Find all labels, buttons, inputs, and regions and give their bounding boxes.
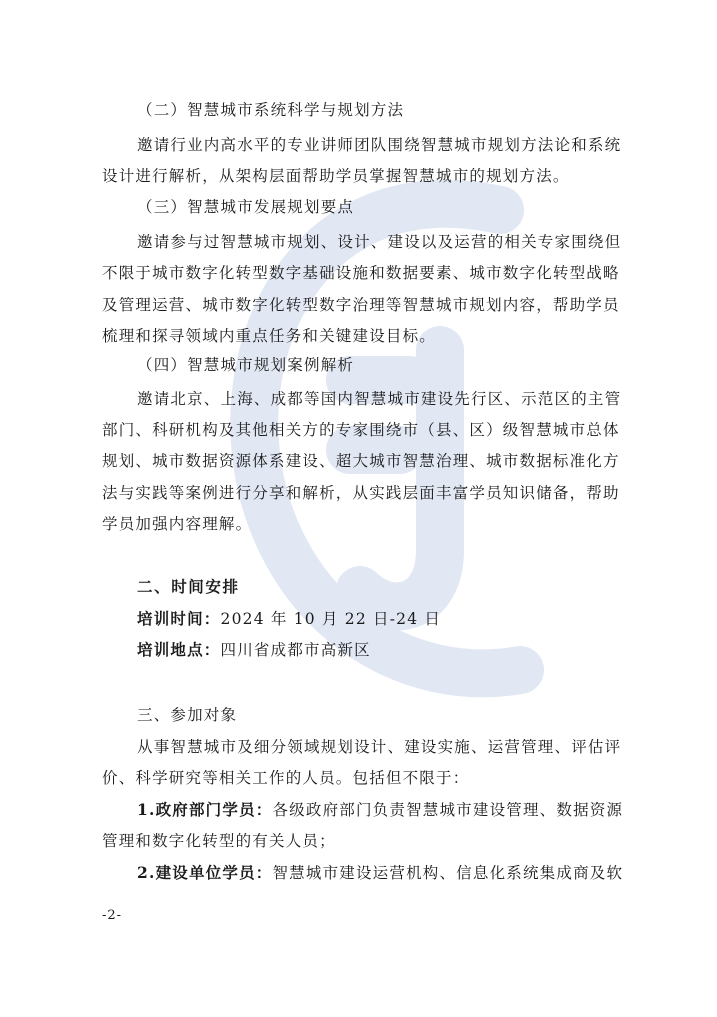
section-3-line-2: 不限于城市数字化转型数字基础设施和数据要素、城市数字化转型战略 bbox=[102, 264, 620, 282]
participant-item-1-label: 1.政府部门学员： bbox=[137, 800, 273, 819]
participant-item-1 bbox=[137, 800, 623, 820]
participant-item-2 bbox=[137, 863, 623, 883]
training-place bbox=[137, 640, 371, 660]
schedule-heading: 二、时间安排 bbox=[137, 577, 240, 596]
training-time bbox=[137, 609, 441, 629]
participant-item-1-cont: 管理和数字化转型的有关人员； bbox=[102, 832, 336, 850]
section-3-line-4: 梳理和探寻领域内重点任务和关键建设目标。 bbox=[102, 327, 437, 345]
section-2-line-2: 设计进行解析，从架构层面帮助学员掌握智慧城市的规划方法。 bbox=[102, 167, 570, 185]
training-place-value: 四川省成都市高新区 bbox=[220, 641, 371, 659]
participant-item-2-text: 智慧城市建设运营机构、信息化系统集成商及软 bbox=[272, 864, 624, 882]
section-4-line-1: 邀请北京、上海、成都等国内智慧城市建设先行区、示范区的主管 bbox=[137, 390, 622, 408]
section-4-line-3: 规划、城市数据资源体系建设、超大城市智慧治理、城市数据标准化方 bbox=[102, 452, 620, 470]
participant-item-1-text: 各级政府部门负责智慧城市建设管理、数据资源 bbox=[272, 801, 624, 819]
training-time-value: 2024 年 10 月 22 日-24 日 bbox=[220, 610, 442, 628]
section-4-line-5: 学员加强内容理解。 bbox=[102, 515, 253, 533]
section-2-title: （二）智慧城市系统科学与规划方法 bbox=[137, 101, 405, 119]
section-4-line-4: 法与实践等案例进行分享和解析，从实践层面丰富学员知识储备，帮助 bbox=[102, 484, 620, 502]
page-number: -2- bbox=[102, 908, 123, 923]
section-4-title: （四）智慧城市规划案例解析 bbox=[137, 356, 355, 374]
section-3-line-3: 及管理运营、城市数字化转型数字治理等智慧城市规划内容，帮助学员 bbox=[102, 296, 620, 314]
section-4-line-2: 部门、科研机构及其他相关方的专家围绕市（县、区）级智慧城市总体 bbox=[102, 421, 620, 439]
training-time-label: 培训时间： bbox=[137, 609, 221, 628]
participants-heading: 三、参加对象 bbox=[137, 706, 238, 724]
participants-line-1: 从事智慧城市及细分领域规划设计、建设实施、运营管理、评估评 bbox=[137, 738, 622, 756]
section-3-title: （三）智慧城市发展规划要点 bbox=[137, 198, 355, 216]
section-3-line-1: 邀请参与过智慧城市规划、设计、建设以及运营的相关专家围绕但 bbox=[137, 233, 622, 251]
section-2-line-1: 邀请行业内高水平的专业讲师团队围绕智慧城市规划方法论和系统 bbox=[137, 136, 622, 154]
participants-line-2: 价、科学研究等相关工作的人员。包括但不限于： bbox=[102, 769, 470, 787]
participant-item-2-label: 2.建设单位学员： bbox=[137, 863, 273, 882]
training-place-label: 培训地点： bbox=[137, 640, 221, 659]
